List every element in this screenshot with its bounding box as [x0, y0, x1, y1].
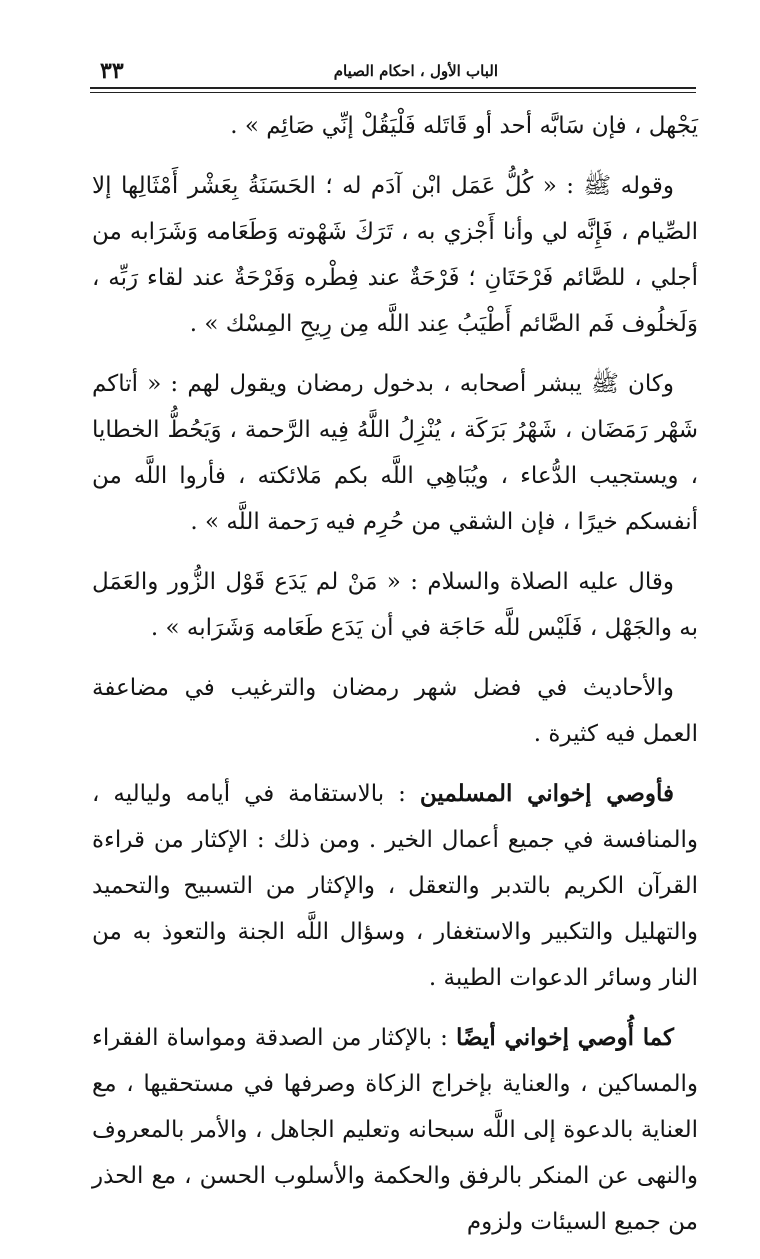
paragraph: [92, 665, 698, 757]
paragraph-text: : بالاستقامة في أيامه ولياليه ، والمنافسة في جميع أعمال الخير . ومن ذلك : الإكثار من قراءة القرآن الكريم بالتدبر والتعقل ، والإكثار من التسبيح والتحميد والتهليل والتكبير والاستغفار ، وسؤال اللَّه الجنة والتعوذ به من النار وسائر الدعوات الطيبة .: [92, 781, 698, 991]
paragraph-lead: كما أُوصي إخواني أيضًا: [456, 1024, 675, 1051]
paragraph-text: يَجْهل ، فإن سَابَّه أحد أو قَاتَله فَلْيَقُلْ إنِّي صَائِم » .: [230, 113, 698, 139]
paragraph-text: وكان ﷺ يبشر أصحابه ، بدخول رمضان ويقول لهم : « أتاكم شَهْر رَمَضَان ، شَهْرُ بَرَكَة ، يُنْزِلُ اللَّهُ فِيه الرَّحمة ، وَيَحُطُّ الخطايا ، ويستجيب الدُّعاء ، ويُبَاهِي اللَّه بكم مَلائكته ، فأروا اللَّه من أنفسكم خيرًا ، فإن الشقي من حُرِم فيه رَحمة اللَّه » .: [92, 371, 698, 535]
paragraph: [92, 771, 698, 1001]
paragraph: [92, 559, 698, 651]
paragraph-text: : بالإكثار من الصدقة ومواساة الفقراء والمساكين ، والعناية بإخراج الزكاة وصرفها في مستحقيها ، مع العناية بالدعوة إلى اللَّه سبحانه وتعليم الجاهل ، والأمر بالمعروف والنهى عن المنكر بالرفق والحكمة والأسلوب الحسن ، مع الحذر من جميع السيئات ولزوم: [92, 1025, 698, 1235]
paragraph: [92, 1015, 698, 1245]
paragraph: [92, 361, 698, 545]
running-header: [90, 58, 698, 88]
header-title: الباب الأول ، احكام الصيام: [333, 62, 498, 80]
paragraph-text: وقال عليه الصلاة والسلام : « مَنْ لم يَدَع قَوْل الزُّور والعَمَل به والجَهْل ، فَلَيْس للَّه حَاجَة في أن يَدَع طَعَامه وَشَرَابه » .: [92, 569, 698, 641]
body-text: [92, 103, 698, 1259]
header-rule-thin: [90, 92, 696, 93]
paragraph-text: وقوله ﷺ : « كُلُّ عَمَل ابْن آدَم له ؛ الحَسَنَةُ بِعَشْر أَمْثَالِها إلا الصِّيام ، فَإِنَّه لي وأنا أَجْزي به ، تَرَكَ شَهْوته وَطَعَامه وَشَرَابه من أجلي ، للصَّائم فَرْحَتَانِ ؛ فَرْحَةٌ عند فِطْره وَفَرْحَةٌ عند لقاء رَبِّه ، وَلَخلُوف فَم الصَّائم أَطْيَبُ عِند اللَّه مِن رِيحِ المِسْك » .: [92, 173, 698, 337]
header-rule: [90, 87, 696, 89]
page-number: ٣٣: [100, 58, 124, 84]
paragraph: [92, 103, 698, 149]
paragraph: [92, 163, 698, 347]
paragraph-lead: فأوصي إخواني المسلمين: [419, 780, 675, 807]
paragraph-text: والأحاديث في فضل شهر رمضان والترغيب في مضاعفة العمل فيه كثيرة .: [92, 675, 698, 747]
